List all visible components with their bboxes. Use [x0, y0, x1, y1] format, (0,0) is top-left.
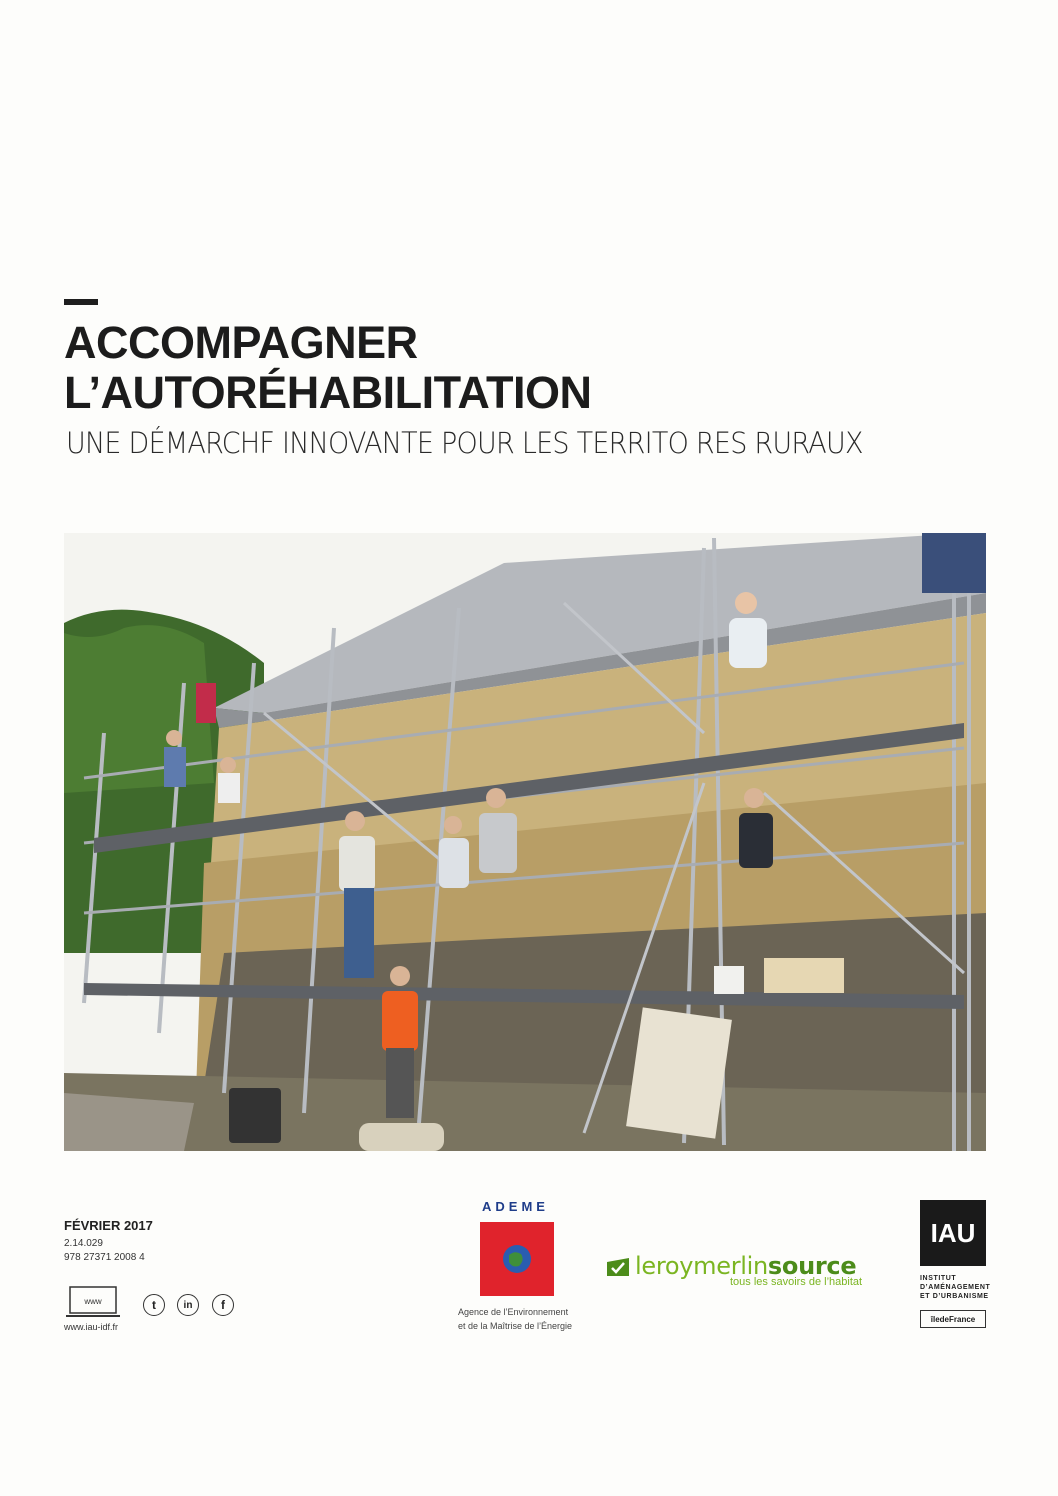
- ademe-caption: [458, 1305, 572, 1333]
- web-icon-label: www: [84, 1297, 102, 1306]
- linkedin-icon[interactable]: in: [177, 1294, 199, 1316]
- cover-title: [64, 318, 591, 418]
- leroymerlin-source: source: [767, 1252, 857, 1280]
- cover-photo-scaffolding: [64, 533, 986, 1151]
- iau-caption-line-2: D’AMÉNAGEMENT: [920, 1284, 991, 1291]
- iau-caption-line-3: ET D’URBANISME: [920, 1293, 989, 1300]
- cover-subtitle: UNE DÉMARCHF INNOVANTE POUR LES TERRITO RES RURAUX: [66, 426, 863, 460]
- title-line-2: L’AUTORÉHABILITATION: [64, 367, 592, 418]
- ademe-logo: [480, 1222, 554, 1296]
- publication-ref: 2.14.029: [64, 1238, 103, 1249]
- title-line-1: ACCOMPAGNER: [64, 317, 418, 368]
- publication-date: FÉVRIER 2017: [64, 1218, 153, 1233]
- leroymerlin-name: leroymerlin: [635, 1252, 768, 1280]
- facebook-icon[interactable]: f: [212, 1294, 234, 1316]
- website-link[interactable]: www.iau-idf.fr: [64, 1322, 119, 1332]
- title-rule: [64, 299, 98, 305]
- ademe-wordmark: ADEME: [482, 1199, 549, 1214]
- ademe-caption-line-2: et de la Maîtrise de l’Énergie: [458, 1321, 573, 1331]
- ademe-caption-line-1: Agence de l’Environnement: [458, 1307, 569, 1317]
- leroymerlin-check-icon: [607, 1258, 629, 1276]
- twitter-icon[interactable]: t: [143, 1294, 165, 1316]
- iau-caption: [920, 1274, 990, 1301]
- leroymerlin-tagline: tous les savoirs de l’habitat: [730, 1276, 863, 1288]
- publication-isbn: 978 27371 2008 4: [64, 1252, 145, 1263]
- laptop-icon: [64, 1286, 122, 1318]
- publication-meta: [64, 1218, 153, 1265]
- iau-logo: IAU: [920, 1200, 986, 1266]
- iau-caption-line-1: INSTITUT: [920, 1275, 957, 1282]
- iledefrance-logo: îledeFrance: [920, 1310, 986, 1328]
